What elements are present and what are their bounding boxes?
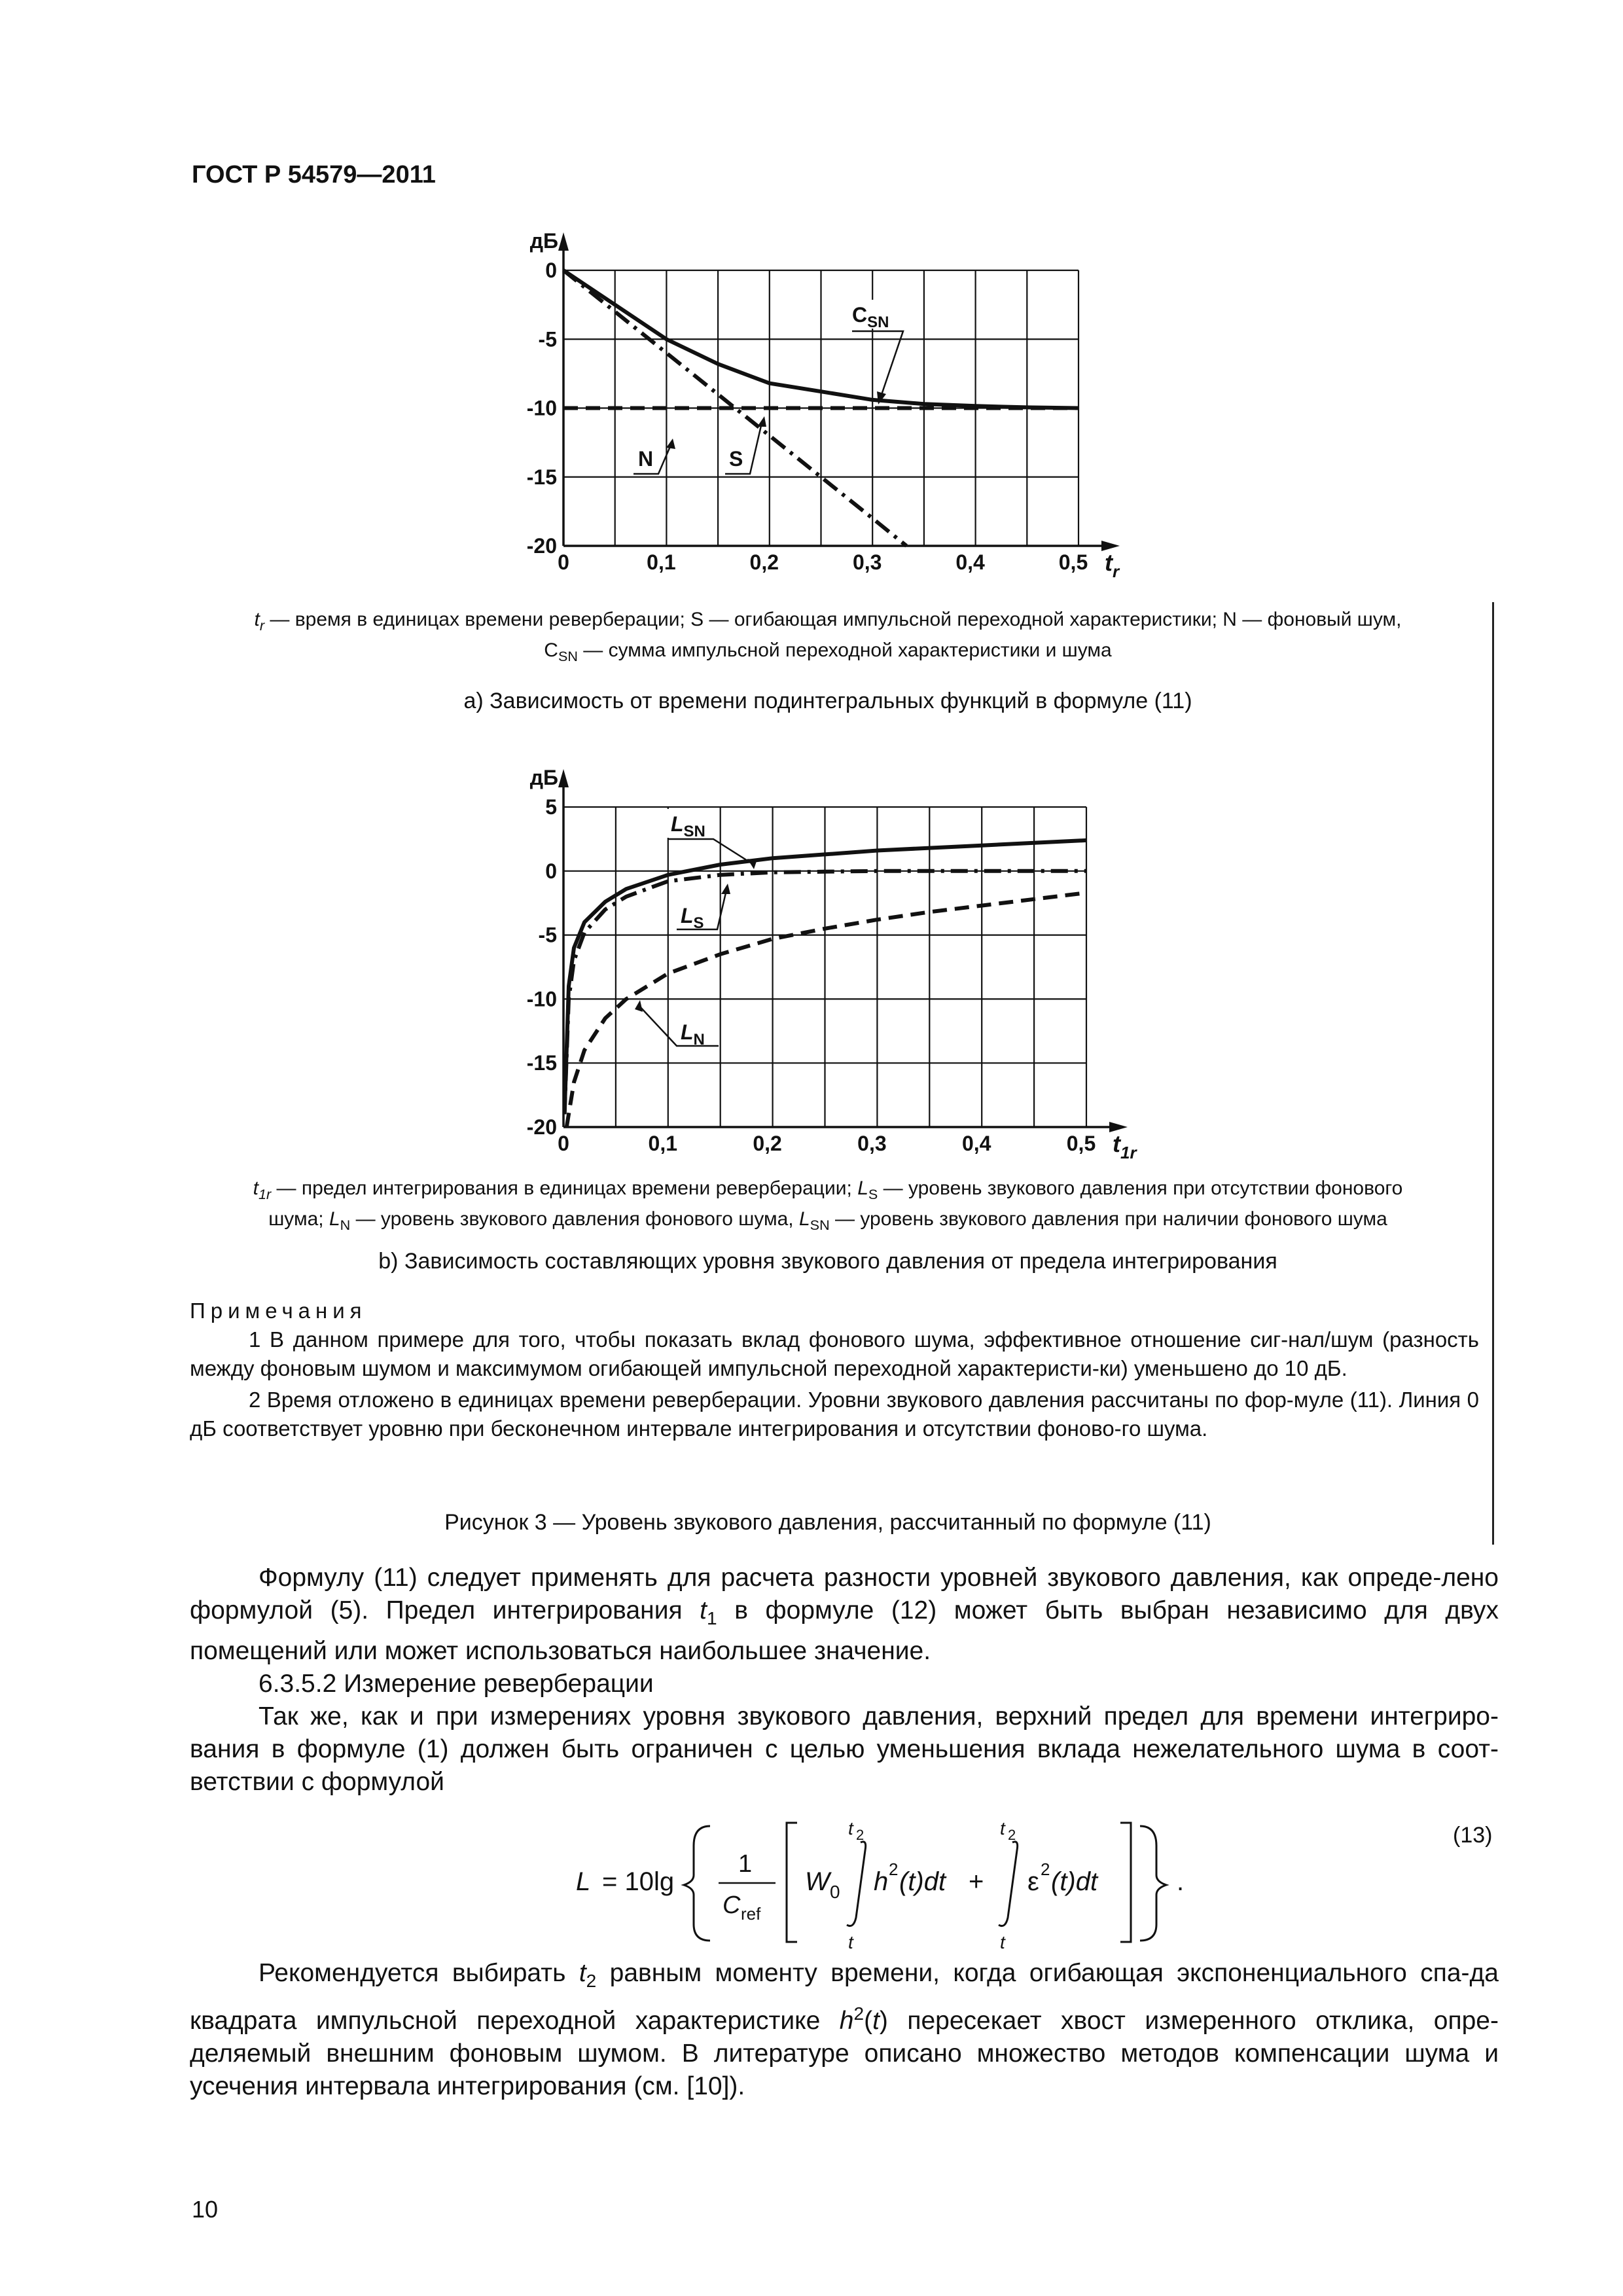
formula-lhs: L xyxy=(576,1867,591,1896)
body-text-2 xyxy=(190,1957,1499,2103)
chart-a-y-label: дБ xyxy=(529,229,558,253)
formula-integral-1 xyxy=(847,1842,866,1926)
para1-part: в формуле (12) может быть выбран независимо для двух помещений или может использоваться наибольшее значение. xyxy=(190,1596,1499,1665)
chart-a-x-tick: 0,1 xyxy=(647,550,676,574)
formula-right-bracket xyxy=(1120,1823,1131,1942)
chart-b-y-tick: -20 xyxy=(526,1115,557,1139)
page-number: 10 xyxy=(192,2196,219,2223)
chart-a-leader-line xyxy=(852,331,903,397)
chart-b-y-label: дБ xyxy=(529,766,558,789)
formula-numerator: 1 xyxy=(738,1850,753,1878)
chart-a-x-tick: 0,4 xyxy=(955,550,985,574)
formula-eps: ε xyxy=(1027,1867,1039,1896)
para3-part: ( xyxy=(864,2006,873,2035)
chart-b xyxy=(510,751,1178,1162)
formula-int1-upper: t xyxy=(848,1818,853,1839)
chart-b-caption-part: 1r xyxy=(258,1186,272,1202)
chart-a-y-arrow xyxy=(558,232,569,251)
chart-b-y-tick: 5 xyxy=(545,795,557,819)
chart-a-caption-part: r xyxy=(259,617,265,634)
formula-eq: = 10lg xyxy=(602,1867,675,1896)
chart-b-x-tick: 0,4 xyxy=(961,1132,991,1155)
formula-h-arg: (t)dt xyxy=(899,1867,946,1896)
formula-denominator: C xyxy=(722,1892,741,1919)
chart-b-caption-part: S xyxy=(868,1186,878,1202)
para1-part: 1 xyxy=(707,1607,717,1628)
chart-b-caption-part: L xyxy=(857,1177,868,1199)
chart-b-x-tick: 0 xyxy=(558,1132,569,1155)
chart-b-caption-part: N xyxy=(340,1217,351,1233)
chart-a-x-tick: 0,3 xyxy=(852,550,882,574)
chart-b-series-label: $L_N$ xyxy=(681,1020,705,1049)
formula-left-bracket xyxy=(787,1823,797,1942)
chart-b-x-label: $t_{1r}$ xyxy=(1113,1130,1137,1162)
chart-b-caption-part: — уровень звукового давления при наличии фонового шума xyxy=(829,1208,1387,1230)
chart-a-series-label: $C_{SN}$ xyxy=(852,303,889,331)
para3-part: Рекомендуется выбирать xyxy=(259,1959,579,1987)
chart-b-x-tick: 0,1 xyxy=(648,1132,678,1155)
figure-title: Рисунок 3 — Уровень звукового давления, рассчитанный по формуле (11) xyxy=(444,1510,1211,1535)
formula-int2-lower: t xyxy=(1000,1932,1005,1952)
chart-a-x-label: $t_r$ xyxy=(1105,549,1120,581)
para3-part: равным моменту времени, когда огибающая экспоненциального спа-да квадрата импульсной переходной характеристике xyxy=(190,1959,1499,2035)
chart-b-caption-part: — уровень звукового давления фонового шума, xyxy=(350,1208,799,1230)
body-paragraph-3 xyxy=(190,1957,1499,2103)
chart-b-series-ln xyxy=(567,893,1086,1127)
chart-a-x-tick: 0,2 xyxy=(749,550,779,574)
chart-b-caption-part: t xyxy=(253,1177,259,1199)
formula-eps-arg: (t)dt xyxy=(1051,1867,1098,1896)
para1-part: Формулу (11) следует применять для расчета разности уровней звукового давления, как опреде-лено формулой (5). Предел интегрирования xyxy=(190,1564,1499,1624)
formula-w: W xyxy=(805,1867,830,1896)
chart-b-caption-part: — уровень звукового давления при отсутствии фонового xyxy=(878,1177,1403,1199)
chart-a-leader-arrow xyxy=(666,439,675,449)
chart-b-caption-part: шума; xyxy=(268,1208,329,1230)
chart-a-y-tick: -15 xyxy=(526,465,557,489)
formula-int1-upper-sub: 2 xyxy=(856,1827,865,1843)
chart-a-subtitle: а) Зависимость от времени подинтегральных функций в формуле (11) xyxy=(463,689,1192,713)
chart-b-x-tick: 0,3 xyxy=(857,1132,887,1155)
body-paragraph-2: Так же, как и при измерениях уровня звукового давления, верхний предел для времени интегриро-вания в формуле (1) должен быть ограничен с целью уменьшения вклада нежелательного шума в соот-ветствии с формулой xyxy=(190,1702,1499,1796)
chart-a-y-tick: -10 xyxy=(526,396,557,420)
chart-b-leader-arrow xyxy=(635,1000,643,1012)
margin-change-bar xyxy=(1492,602,1494,1545)
note-1: 1 В данном примере для того, чтобы показать вклад фонового шума, эффективное отношение сиг-нал/шум (разность между фоновым шумом и максимумом огибающей импульсной переходной характеристи-ки) уменьшено до 10 дБ. xyxy=(190,1327,1479,1380)
formula-right-brace xyxy=(1140,1826,1166,1941)
para3-part: 2 xyxy=(853,2003,865,2024)
chart-a-series-label: S xyxy=(729,447,743,471)
chart-b-y-tick: -15 xyxy=(526,1051,557,1075)
chart-a-caption-part: — время в единицах времени реверберации; S — огибающая импульсной переходной характеристики; N — фоновый шум, xyxy=(264,609,1402,630)
formula-int2-upper-sub: 2 xyxy=(1008,1827,1016,1843)
chart-a-caption-part: t xyxy=(254,609,260,630)
notes-header: Примечания xyxy=(190,1299,367,1323)
formula-plus: + xyxy=(969,1867,984,1896)
chart-b-caption xyxy=(190,1176,1466,1238)
chart-a-x-tick: 0 xyxy=(558,550,569,574)
chart-b-y-tick: -5 xyxy=(538,923,557,947)
para3-part: t xyxy=(872,2006,880,2035)
para3-part: t xyxy=(579,1959,586,1987)
chart-b-subtitle: b) Зависимость составляющих уровня звукового давления от предела интегрирования xyxy=(378,1249,1277,1274)
chart-b-caption-part: L xyxy=(329,1208,340,1230)
chart-a-caption xyxy=(190,607,1466,669)
notes xyxy=(190,1297,1479,1443)
para3-part: ) пересекает хвост измеренного отклика, опре-деляемый внешним фоновым шумом. В литературе описано множество методов компенсации шума и усечения интервала интегрирования (см. [10]). xyxy=(190,2006,1499,2100)
chart-b-series-label: $L_{SN}$ xyxy=(671,812,705,840)
formula-number: (13) xyxy=(1453,1823,1493,1848)
chart-b-leader-arrow xyxy=(721,884,730,894)
section-heading: 6.3.5.2 Измерение реверберации xyxy=(259,1669,654,1698)
chart-b-y-arrow xyxy=(558,769,569,787)
document-code: ГОСТ Р 54579—2011 xyxy=(192,161,436,188)
chart-a-leader-arrow xyxy=(757,416,766,427)
para3-part: 2 xyxy=(586,1970,597,1991)
chart-a-x-tick: 0,5 xyxy=(1058,550,1088,574)
formula-integral-2 xyxy=(999,1842,1018,1926)
chart-a xyxy=(510,223,1178,589)
chart-a-caption-part: — сумма импульсной переходной характеристики и шума xyxy=(577,639,1112,661)
chart-b-y-tick: 0 xyxy=(545,859,557,883)
chart-b-x-tick: 0,2 xyxy=(753,1132,782,1155)
formula-end: . xyxy=(1177,1867,1185,1896)
chart-b-leader-line xyxy=(668,839,753,864)
chart-b-caption-part: L xyxy=(798,1208,810,1230)
chart-a-series-label: N xyxy=(638,447,654,471)
body-paragraph-1 xyxy=(190,1562,1499,1668)
chart-b-series-label: $L_S$ xyxy=(681,904,704,932)
chart-a-caption-part: C xyxy=(544,639,558,661)
chart-a-caption-part: SN xyxy=(558,648,578,664)
formula-w-sub: 0 xyxy=(830,1882,840,1902)
para1-part: t xyxy=(700,1596,707,1624)
formula-eps-sup: 2 xyxy=(1041,1859,1050,1879)
formula-h: h xyxy=(874,1867,889,1896)
note-2: 2 Время отложено в единицах времени реверберации. Уровни звукового давления рассчитаны по фор-муле (11). Линия 0 дБ соответствует уровню при бесконечном интервале интегрирования и отсутствии фоново-го шума. xyxy=(190,1388,1479,1441)
formula-denominator-sub: ref xyxy=(741,1904,761,1924)
chart-a-y-tick: 0 xyxy=(545,259,557,282)
chart-b-caption-part: SN xyxy=(810,1217,830,1233)
chart-a-y-tick: -5 xyxy=(538,327,557,351)
chart-b-caption-part: — предел интегрирования в единицах времени реверберации; xyxy=(271,1177,858,1199)
chart-b-x-tick: 0,5 xyxy=(1066,1132,1096,1155)
formula-int1-lower: t xyxy=(848,1932,853,1952)
body-text xyxy=(190,1562,1499,1799)
formula-left-brace xyxy=(684,1826,710,1941)
chart-b-y-tick: -10 xyxy=(526,987,557,1011)
para3-part: h xyxy=(839,2006,854,2035)
formula-int2-upper: t xyxy=(1000,1818,1005,1839)
formula-h-sup: 2 xyxy=(889,1859,899,1879)
formula-13 xyxy=(576,1803,1505,1952)
chart-a-y-tick: -20 xyxy=(526,534,557,558)
